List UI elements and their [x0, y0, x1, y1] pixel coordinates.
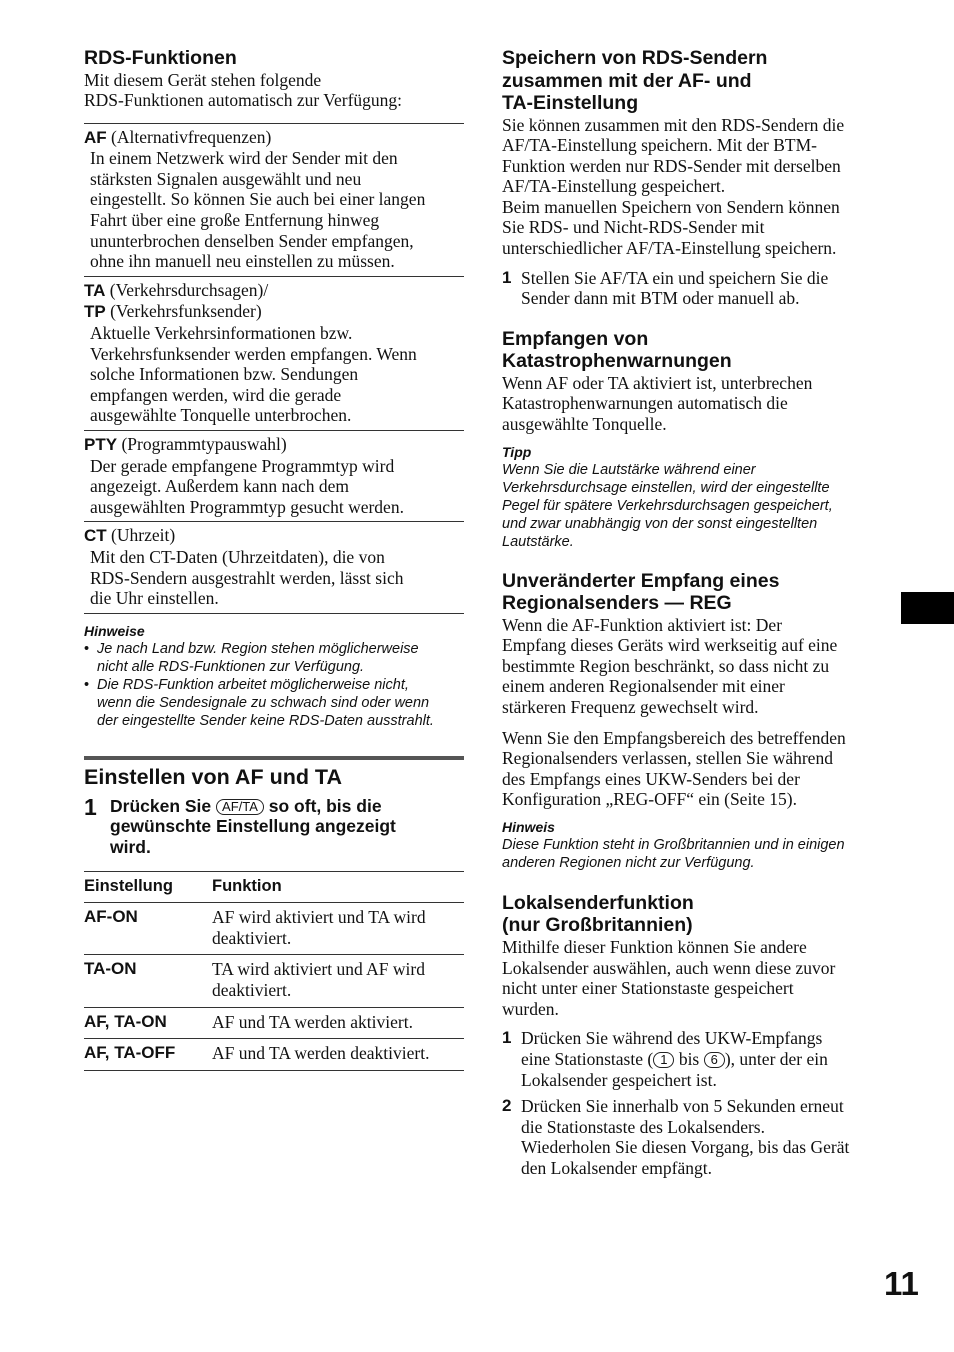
column-header: Einstellung [84, 877, 173, 896]
table-row: AF, TA-ON AF und TA werden aktiviert. [84, 1007, 464, 1039]
store-step-1: 1 Stellen Sie AF/TA ein und speichern Sie die Sender dann mit BTM oder manuell ab. [502, 267, 829, 309]
reg-heading: Unveränderter Empfang eines Regionalsenders — REG [502, 569, 780, 615]
rds-desc-pty: Der gerade empfangene Programmtyp wird angezeigt. Außerdem kann nach dem ausgewählten Programmtyp gesucht werden. [90, 455, 404, 517]
reg-body-2: Wenn Sie den Empfangsbereich des betreffenden Regionalsenders verlassen, stellen Sie während des Empfangs eines UKW-Senders bei der Konfiguration „REG-OFF“ ein (Seite 15). [502, 727, 846, 810]
preset-1-key-icon: 1 [653, 1052, 674, 1068]
section-title: Einstellen von AF und TA [84, 764, 342, 789]
left-column [84, 0, 464, 1071]
step-number: 1 [84, 793, 97, 820]
af-ta-button-icon: AF/TA [216, 799, 264, 815]
reg-note-heading: Hinweis [502, 818, 555, 835]
store-rds-body: Sie können zusammen mit den RDS-Sendern die AF/TA-Einstellung speichern. Mit der BTM- Funktion werden nur RDS-Sender mit derselben AF/TA-Einstellung gespeichert. Beim manuellen Speichern von Sendern können Sie RDS- und Nicht-RDS-Sender mit unterschiedlicher AF/TA-Einstellung speichern. [502, 114, 845, 259]
store-rds-heading: Speichern von RDS-Sendern zusammen mit der AF- und TA-Einstellung [502, 47, 768, 114]
settings-table [84, 871, 464, 1071]
table-row: AF-ON AF wird aktiviert und TA wird deaktiviert. [84, 903, 464, 955]
rds-row-pty: PTY (Programmtypauswahl) Der gerade empfangene Programmtyp wird angezeigt. Außerdem kann nach dem ausgewählten Programmtyp gesucht werden. [84, 430, 464, 521]
emergency-body: Wenn AF oder TA aktiviert ist, unterbrechen Katastrophenwarnungen automatisch die ausgewählte Tonquelle. [502, 372, 813, 435]
rds-functions-table [84, 123, 464, 614]
step-1 [84, 793, 464, 858]
rds-functions-heading: RDS-Funktionen [84, 47, 237, 69]
step-text: Drücken Sie AF/TA so oft, bis die gewünschte Einstellung angezeigt wird. [110, 795, 396, 857]
rds-row-ta-tp: TA (Verkehrsdurchsagen)/ TP (Verkehrsfunksender) Aktuelle Verkehrsinformationen bzw. Verkehrsfunksender werden empfangen. Wenn solche Informationen bzw. Sendungen empfangen werden, wird die gerade ausgewählte Tonquelle unterbrochen. [84, 276, 464, 430]
right-column [502, 0, 882, 1179]
emergency-heading: Empfangen von Katastrophenwarnungen [502, 327, 732, 373]
rds-intro: Mit diesem Gerät stehen folgende RDS-Funktionen automatisch zur Verfügung: [84, 69, 403, 111]
table-row: AF, TA-OFF AF und TA werden deaktiviert. [84, 1039, 464, 1071]
rds-row-ct: CT (Uhrzeit) Mit den CT-Daten (Uhrzeitdaten), die von RDS-Sendern ausgestrahlt werden, lässt sich die Uhr einstellen. [84, 521, 464, 613]
local-step-1: 1 Drücken Sie während des UKW-Empfangs eine Stationstaste ( 1 bis 6 ), unter der ein Lokalsender gespeichert ist. [502, 1028, 828, 1090]
preset-6-key-icon: 6 [704, 1052, 725, 1068]
rds-row-af: AF (Alternativfrequenzen) In einem Netzwerk wird der Sender mit den stärksten Signalen ausgewählt und neu eingestellt. So können Sie auch bei einer langen Fahrt über eine große Entfernung hinweg ununterbrochen denselben Sender empfangen, ohne ihn manuell neu einstellen zu müssen. [84, 123, 464, 276]
table-header-row [84, 872, 464, 903]
table-row: TA-ON TA wird aktiviert und AF wird deaktiviert. [84, 955, 464, 1007]
column-header: Funktion [212, 877, 282, 896]
rds-desc-ct: Mit den CT-Daten (Uhrzeitdaten), die von RDS-Sendern ausgestrahlt werden, lässt sich die Uhr einstellen. [90, 546, 404, 609]
rds-desc-ta-tp: Aktuelle Verkehrsinformationen bzw. Verkehrsfunksender werden empfangen. Wenn solche Informationen bzw. Sendungen empfangen werden, wird die gerade ausgewählte Tonquelle unterbrochen. [90, 323, 417, 426]
local-step-2: 2 Drücken Sie innerhalb von 5 Sekunden erneut die Stationstaste des Lokalsenders. Wiederholen Sie diesen Vorgang, bis das Gerät den Lokalsender empfängt. [502, 1096, 850, 1178]
reg-note-body: Diese Funktion steht in Großbritannien und in einigen anderen Regionen nicht zur Verfügung. [502, 836, 845, 871]
notes-list [84, 640, 464, 730]
tip-body: Wenn Sie die Lautstärke während einer Verkehrsdurchsage einstellen, wird der eingestellte Pegel für spätere Verkehrsdurchsagen gespeichert, und zwar unabhängig von der sonst eingestellten Lautstärke. [502, 461, 833, 550]
note-item: • Die RDS-Funktion arbeitet möglicherweise nicht, wenn die Sendesignale zu schwach sind oder wenn der eingestellte Sender keine RDS-Daten ausstrahlt. [84, 676, 464, 730]
local-heading: Lokalsenderfunktion (nur Großbritannien) [502, 891, 694, 937]
reg-body-1: Wenn die AF-Funktion aktiviert ist: Der Empfang dieses Geräts wird werkseitig auf eine bestimmte Region beschränkt, so dass nicht zu einem anderen Regionalsender mit einer stärkeren Frequenz gewechselt wird. [502, 614, 838, 717]
tip-heading: Tipp [502, 443, 532, 460]
page-number: 11 [884, 1265, 919, 1302]
chapter-tab-marker [901, 592, 954, 624]
note-item: • Je nach Land bzw. Region stehen möglicherweise nicht alle RDS-Funktionen zur Verfügung. [84, 640, 464, 676]
rds-desc-af: In einem Netzwerk wird der Sender mit den stärksten Signalen ausgewählt und neu eingestellt. So können Sie auch bei einer langen Fahrt über eine große Entfernung hinweg ununterbrochen denselben Sender empfangen, ohne ihn manuell neu einstellen zu müssen. [90, 148, 426, 272]
local-body: Mithilfe dieser Funktion können Sie andere Lokalsender auswählen, auch wenn diese zuvor nicht unter einer Stationstaste gespeichert wurden. [502, 936, 836, 1019]
notes-heading: Hinweise [84, 622, 145, 639]
